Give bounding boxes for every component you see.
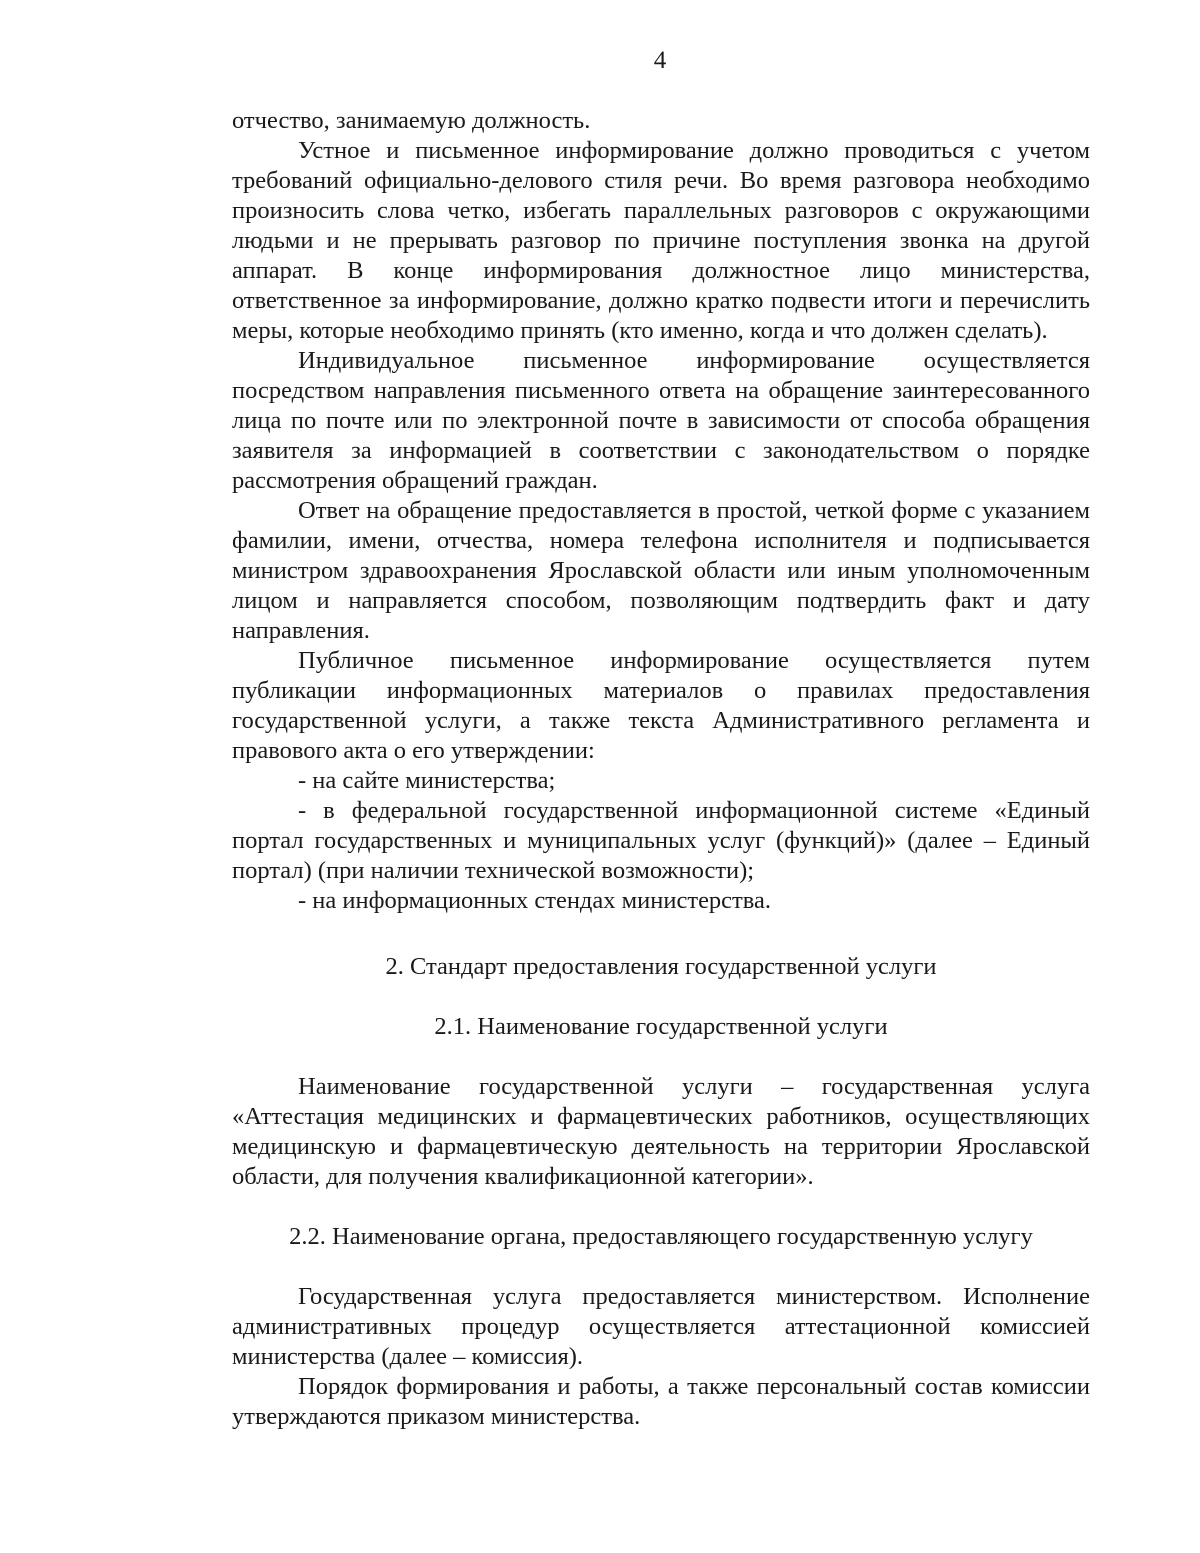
list-item-info-stands: - на информационных стендах министерства. [298, 887, 772, 914]
paragraph-public-written-informing: Публичное письменное информирование осуществляется путем публикации информационных материалов о правилах предоставления государственной услуги, а также текста Административного регламента и правового акта о его утверждении: [232, 647, 1090, 764]
section-heading: 2. Стандарт предоставления государственной услуги [385, 953, 937, 980]
list-item-unified-portal: - в федеральной государственной информационной системе «Единый портал государственных и муниципальных услуг (функций)» (далее – Единый портал) (при наличии технической возможности); [232, 797, 1090, 884]
paragraph-service-name: Наименование государственной услуги – государственная услуга «Аттестация медицинских и фармацевтических работников, осуществляющих медицинскую и фармацевтическую деятельность на территории Ярославской области, для получения квалификационной категории». [232, 1073, 1090, 1190]
document-body [232, 106, 1090, 1432]
paragraph-service-provider: Государственная услуга предоставляется министерством. Исполнение административных процедур осуществляется аттестационной комиссией министерства (далее – комиссия). [232, 1283, 1090, 1370]
paragraph-individual-written-informing: Индивидуальное письменное информирование осуществляется посредством направления письменного ответа на обращение заинтересованного лица по почте или по электронной почте в зависимости от способа обращения заявителя за информацией в соответствии с законодательством о порядке рассмотрения обращений граждан. [232, 347, 1090, 494]
page-number: 4 [653, 47, 667, 74]
paragraph-continuation: отчество, занимаемую должность. [232, 107, 591, 134]
subsection-heading-2-1: 2.1. Наименование государственной услуги [434, 1013, 888, 1040]
subsection-heading-2-2: 2.2. Наименование органа, предоставляющего государственную услугу [289, 1223, 1033, 1250]
list-item-ministry-site: - на сайте министерства; [298, 767, 556, 794]
paragraph-reply-to-request: Ответ на обращение предоставляется в простой, четкой форме с указанием фамилии, имени, отчества, номера телефона исполнителя и подписывается министром здравоохранения Ярославской области или иным уполномоченным лицом и направляется способом, позволяющим подтвердить факт и дату направления. [232, 497, 1090, 644]
paragraph-oral-written-informing: Устное и письменное информирование должно проводиться с учетом требований официально-делового стиля речи. Во время разговора необходимо произносить слова четко, избегать параллельных разговоров с окружающими людьми и не прерывать разговор по причине поступления звонка на другой аппарат. В конце информирования должностное лицо министерства, ответственное за информирование, должно кратко подвести итоги и перечислить меры, которые необходимо принять (кто именно, когда и что должен сделать). [232, 137, 1090, 344]
paragraph-commission-order: Порядок формирования и работы, а также персональный состав комиссии утверждаются приказом министерства. [232, 1373, 1090, 1430]
